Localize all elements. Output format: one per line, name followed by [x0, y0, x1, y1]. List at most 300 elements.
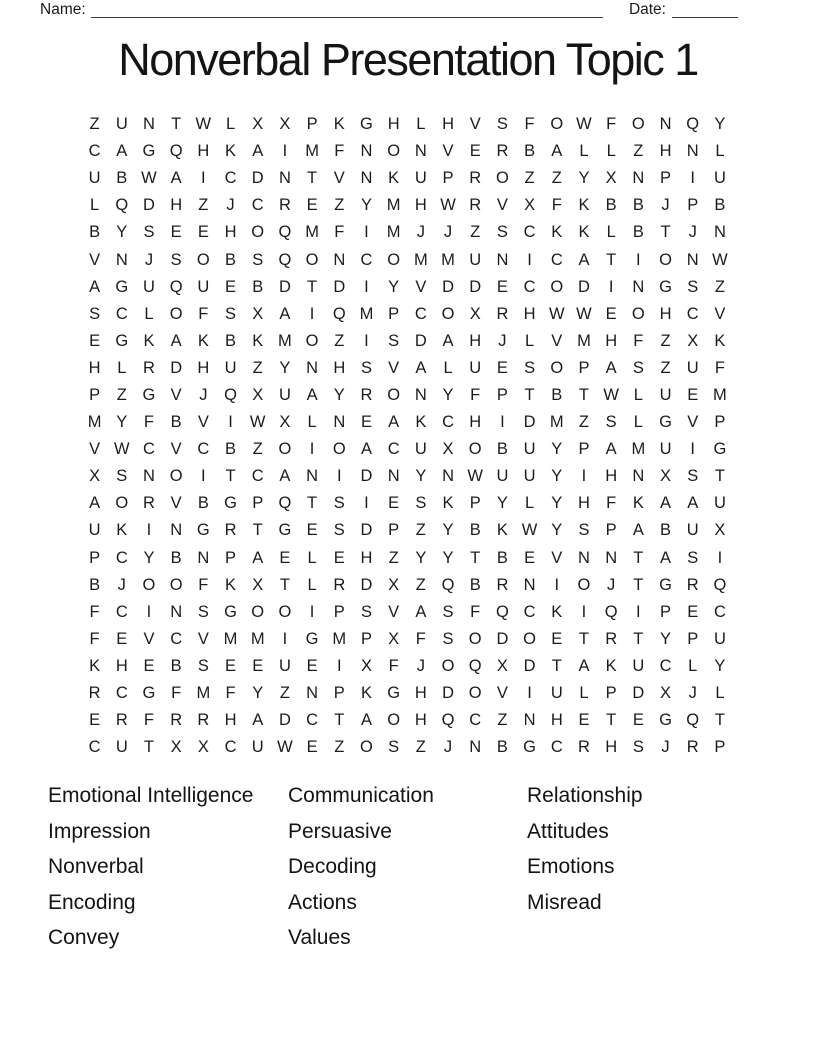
grid-letter: M: [577, 331, 591, 350]
grid-letter: D: [360, 575, 373, 594]
grid-letter: O: [196, 250, 210, 269]
grid-letter: P: [496, 385, 508, 404]
grid-letter: A: [252, 548, 264, 567]
grid-letter: H: [550, 711, 563, 730]
grid-letter: U: [278, 656, 291, 675]
grid-letter: E: [605, 304, 617, 323]
grid-letter: T: [606, 711, 617, 730]
grid-letter: X: [660, 467, 672, 486]
grid-letter: S: [687, 467, 699, 486]
grid-letter: C: [360, 250, 373, 269]
word-list-item: Emotional Intelligence: [48, 784, 254, 807]
grid-letter: B: [225, 440, 237, 459]
grid-letter: J: [416, 223, 425, 242]
grid-letter: E: [469, 142, 481, 161]
grid-letter: E: [225, 277, 237, 296]
grid-letter: L: [688, 656, 698, 675]
grid-letter: F: [334, 223, 345, 242]
grid-letter: T: [633, 548, 644, 567]
date-label: Date:: [628, 1, 666, 18]
grid-letter: F: [89, 602, 100, 621]
grid-letter: O: [631, 115, 645, 134]
grid-letter: L: [606, 223, 616, 242]
grid-letter: Y: [442, 385, 454, 404]
grid-letter: Y: [551, 440, 563, 459]
grid-letter: K: [197, 331, 209, 350]
grid-letter: Y: [578, 169, 590, 188]
grid-letter: I: [364, 223, 369, 242]
grid-letter: I: [201, 467, 206, 486]
grid-letter: M: [386, 196, 401, 215]
grid-letter: Y: [551, 521, 563, 540]
word-list-item: Relationship: [527, 784, 643, 807]
grid-letter: E: [632, 711, 644, 730]
grid-letter: E: [279, 548, 291, 567]
grid-letter: J: [144, 250, 154, 269]
grid-letter: W: [521, 521, 538, 540]
word-list-item: Communication: [288, 784, 434, 807]
grid-letter: W: [195, 115, 212, 134]
grid-letter: Q: [115, 196, 129, 215]
grid-letter: B: [225, 250, 237, 269]
grid-letter: X: [252, 385, 264, 404]
grid-letter: R: [197, 711, 210, 730]
grid-letter: B: [89, 575, 101, 594]
grid-letter: N: [387, 467, 400, 486]
grid-letter: G: [142, 142, 156, 161]
grid-letter: Z: [524, 169, 535, 188]
grid-letter: A: [89, 494, 101, 513]
grid-letter: F: [143, 413, 155, 432]
grid-letter: X: [524, 196, 536, 215]
grid-letter: F: [470, 385, 481, 404]
grid-letter: H: [523, 304, 536, 323]
grid-letter: P: [469, 494, 481, 513]
grid-letter: U: [713, 169, 726, 188]
grid-letter: X: [388, 629, 400, 648]
grid-letter: O: [387, 385, 401, 404]
grid-letter: S: [496, 223, 508, 242]
word-list: [48, 778, 643, 956]
grid-letter: R: [278, 196, 291, 215]
grid-letter: A: [252, 711, 264, 730]
grid-letter: Z: [497, 711, 508, 730]
grid-letter: O: [142, 575, 156, 594]
grid-letter: V: [333, 169, 345, 188]
grid-letter: T: [171, 115, 182, 134]
grid-letter: V: [170, 385, 182, 404]
grid-letter: B: [496, 548, 508, 567]
grid-letter: E: [496, 277, 508, 296]
grid-letter: V: [714, 304, 726, 323]
grid-letter: Z: [334, 331, 345, 350]
grid-letter: R: [686, 738, 699, 757]
grid-letter: E: [578, 711, 590, 730]
grid-letter: E: [306, 521, 318, 540]
grid-letter: O: [441, 304, 455, 323]
grid-letter: O: [305, 250, 319, 269]
grid-letter: V: [496, 196, 508, 215]
grid-letter: S: [116, 467, 128, 486]
name-blank-line: [91, 3, 603, 18]
grid-letter: D: [523, 656, 536, 675]
grid-letter: M: [549, 413, 564, 432]
grid-letter: I: [636, 250, 641, 269]
grid-letter: S: [632, 358, 644, 377]
grid-letter: L: [579, 684, 589, 703]
grid-letter: U: [632, 656, 645, 675]
grid-letter: I: [282, 629, 288, 648]
grid-letter: S: [388, 331, 400, 350]
grid-letter: Q: [169, 142, 183, 161]
grid-letter: O: [441, 656, 455, 675]
grid-letter: T: [334, 711, 345, 730]
grid-letter: H: [605, 738, 618, 757]
grid-letter: P: [687, 629, 699, 648]
grid-letter: N: [278, 169, 291, 188]
grid-letter: O: [550, 277, 564, 296]
grid-letter: R: [360, 385, 373, 404]
grid-letter: T: [578, 629, 590, 648]
grid-letter: G: [196, 521, 210, 540]
name-label: Name:: [40, 1, 86, 18]
grid-letter: F: [143, 711, 155, 730]
grid-letter: I: [309, 602, 315, 621]
grid-letter: A: [279, 304, 291, 323]
grid-letter: H: [170, 196, 183, 215]
grid-letter: O: [387, 250, 401, 269]
grid-letter: X: [605, 169, 617, 188]
grid-letter: C: [306, 711, 319, 730]
grid-letter: H: [224, 223, 237, 242]
grid-letter: N: [143, 115, 155, 134]
grid-letter: B: [605, 196, 617, 215]
grid-letter: P: [660, 169, 672, 188]
grid-letter: N: [360, 142, 373, 161]
grid-letter: I: [500, 413, 505, 432]
grid-letter: C: [550, 738, 563, 757]
grid-letter: L: [606, 142, 616, 161]
grid-letter: H: [469, 413, 482, 432]
grid-letter: E: [89, 331, 101, 350]
grid-letter: X: [442, 440, 454, 459]
grid-letter: C: [659, 656, 672, 675]
grid-letter: K: [143, 331, 155, 350]
grid-letter: A: [415, 602, 427, 621]
grid-letter: K: [442, 494, 454, 513]
word-list-item: Values: [288, 926, 351, 950]
grid-letter: G: [305, 629, 319, 648]
grid-letter: N: [578, 548, 590, 567]
grid-letter: Y: [360, 196, 372, 215]
grid-letter: P: [687, 196, 699, 215]
grid-letter: S: [333, 521, 345, 540]
grid-letter: A: [360, 440, 372, 459]
grid-letter: X: [279, 115, 291, 134]
grid-letter: O: [550, 358, 564, 377]
grid-letter: H: [605, 331, 618, 350]
header: [40, 1, 738, 19]
grid-letter: Y: [551, 467, 563, 486]
grid-letter: C: [523, 602, 536, 621]
grid-letter: I: [527, 250, 532, 269]
grid-letter: I: [527, 684, 532, 703]
grid-letter: E: [551, 629, 563, 648]
grid-letter: G: [142, 684, 156, 703]
grid-letter: W: [712, 250, 728, 269]
grid-letter: I: [228, 413, 233, 432]
grid-letter: N: [143, 467, 155, 486]
grid-letter: E: [170, 223, 182, 242]
grid-letter: S: [524, 358, 536, 377]
grid-letter: N: [469, 738, 482, 757]
grid-letter: I: [364, 331, 369, 350]
grid-letter: D: [170, 358, 183, 377]
grid-letter: R: [496, 575, 509, 594]
grid-letter: Q: [169, 277, 183, 296]
grid-letter: C: [197, 440, 210, 459]
grid-letter: H: [605, 467, 618, 486]
grid-letter: R: [115, 711, 128, 730]
grid-letter: D: [251, 169, 264, 188]
grid-letter: O: [387, 142, 401, 161]
grid-letter: C: [442, 413, 454, 432]
grid-letter: U: [88, 169, 101, 188]
grid-letter: Z: [578, 413, 590, 432]
grid-letter: U: [88, 521, 101, 540]
grid-letter: I: [309, 440, 315, 459]
grid-letter: A: [578, 656, 590, 675]
grid-letter: P: [225, 548, 237, 567]
grid-letter: O: [332, 440, 346, 459]
grid-letter: S: [687, 277, 699, 296]
grid-letter: G: [142, 385, 156, 404]
grid-letter: N: [306, 467, 319, 486]
grid-letter: E: [116, 629, 128, 648]
grid-letter: G: [224, 602, 237, 621]
word-list-column-1: [48, 778, 288, 956]
grid-letter: D: [143, 196, 155, 215]
grid-letter: F: [470, 602, 481, 621]
grid-letter: E: [524, 548, 536, 567]
grid-letter: I: [581, 467, 587, 486]
grid-letter: N: [333, 413, 346, 432]
grid-letter: K: [578, 196, 590, 215]
grid-letter: Q: [278, 223, 292, 242]
grid-letter: Z: [116, 385, 127, 404]
grid-letter: N: [632, 277, 645, 296]
grid-letter: N: [632, 169, 645, 188]
grid-letter: V: [551, 331, 563, 350]
grid-letter: K: [551, 223, 563, 242]
grid-letter: W: [249, 413, 266, 432]
grid-letter: F: [606, 494, 617, 513]
grid-letter: Q: [686, 711, 700, 730]
grid-letter: G: [523, 738, 537, 757]
grid-letter: O: [577, 575, 591, 594]
grid-letter: X: [279, 413, 291, 432]
grid-letter: P: [714, 413, 726, 432]
grid-letter: G: [115, 277, 129, 296]
grid-letter: O: [550, 115, 564, 134]
grid-letter: U: [251, 738, 264, 757]
grid-letter: X: [360, 656, 372, 675]
grid-letter: S: [170, 250, 182, 269]
word-list-item: Misread: [527, 890, 602, 914]
grid-letter: S: [197, 602, 209, 621]
grid-letter: U: [659, 385, 672, 404]
grid-letter: G: [387, 684, 401, 703]
grid-letter: B: [225, 331, 237, 350]
grid-letter: B: [170, 548, 182, 567]
grid-letter: W: [548, 304, 565, 323]
grid-letter: E: [496, 358, 508, 377]
grid-letter: X: [252, 304, 264, 323]
grid-letter: V: [143, 629, 155, 648]
grid-letter: A: [306, 385, 318, 404]
grid-letter: Y: [279, 358, 291, 377]
grid-letter: U: [197, 277, 210, 296]
grid-letter: U: [143, 277, 155, 296]
grid-letter: O: [115, 494, 129, 513]
grid-letter: A: [360, 711, 372, 730]
grid-letter: F: [524, 115, 535, 134]
grid-letter: Q: [332, 304, 346, 323]
grid-letter: S: [197, 656, 209, 675]
grid-letter: W: [141, 169, 157, 188]
grid-letter: X: [687, 331, 699, 350]
word-list-item: Decoding: [288, 855, 377, 879]
grid-letter: Z: [415, 738, 426, 757]
grid-letter: C: [251, 196, 264, 215]
grid-letter: F: [225, 684, 236, 703]
grid-letter: B: [116, 169, 128, 188]
grid-letter: Y: [442, 548, 454, 567]
grid-letter: U: [659, 440, 672, 459]
grid-letter: Q: [468, 656, 482, 675]
grid-letter: L: [307, 413, 317, 432]
date-blank-line: [672, 3, 738, 18]
grid-letter: K: [225, 575, 237, 594]
grid-letter: E: [89, 711, 101, 730]
grid-letter: A: [170, 331, 182, 350]
grid-letter: S: [225, 304, 237, 323]
grid-letter: Z: [470, 223, 481, 242]
grid-letter: N: [306, 358, 319, 377]
grid-letter: P: [252, 494, 264, 513]
grid-letter: U: [115, 738, 128, 757]
grid-letter: B: [496, 440, 508, 459]
grid-letter: M: [305, 142, 319, 161]
grid-letter: A: [89, 277, 101, 296]
grid-letter: D: [442, 277, 454, 296]
grid-letter: N: [360, 169, 373, 188]
grid-letter: T: [252, 521, 263, 540]
grid-letter: P: [660, 602, 672, 621]
grid-letter: D: [442, 684, 454, 703]
grid-letter: J: [117, 575, 126, 594]
grid-letter: Y: [442, 521, 454, 540]
grid-letter: N: [686, 142, 699, 161]
grid-letter: I: [146, 602, 152, 621]
grid-letter: P: [333, 684, 345, 703]
grid-letter: U: [523, 467, 536, 486]
grid-letter: G: [224, 494, 237, 513]
grid-letter: A: [170, 169, 182, 188]
grid-letter: C: [251, 467, 264, 486]
grid-letter: I: [581, 602, 587, 621]
grid-letter: M: [278, 331, 292, 350]
grid-letter: E: [687, 385, 699, 404]
grid-letter: N: [414, 142, 427, 161]
grid-letter: Z: [334, 738, 345, 757]
grid-letter: X: [252, 575, 264, 594]
grid-letter: X: [469, 304, 481, 323]
grid-letter: N: [496, 250, 509, 269]
grid-letter: Z: [633, 142, 644, 161]
grid-letter: I: [309, 304, 315, 323]
grid-letter: W: [603, 385, 619, 404]
grid-letter: G: [659, 277, 672, 296]
grid-letter: W: [576, 115, 592, 134]
grid-letter: V: [496, 684, 508, 703]
grid-letter: N: [197, 548, 210, 567]
grid-letter: Q: [686, 115, 700, 134]
grid-letter: K: [225, 142, 237, 161]
grid-letter: Z: [334, 196, 345, 215]
grid-letter: U: [713, 494, 726, 513]
grid-letter: V: [89, 250, 101, 269]
grid-letter: E: [306, 738, 318, 757]
grid-letter: L: [225, 115, 236, 134]
grid-letter: L: [307, 548, 317, 567]
grid-letter: Z: [198, 196, 209, 215]
grid-letter: L: [416, 115, 426, 134]
grid-letter: M: [305, 223, 319, 242]
grid-letter: F: [171, 684, 182, 703]
grid-letter: J: [443, 223, 453, 242]
grid-letter: S: [360, 358, 372, 377]
grid-letter: F: [714, 358, 725, 377]
grid-letter: T: [606, 250, 617, 269]
grid-letter: V: [388, 358, 400, 377]
grid-letter: H: [224, 711, 237, 730]
grid-letter: R: [333, 575, 346, 594]
grid-letter: A: [605, 440, 617, 459]
grid-letter: Z: [551, 169, 562, 188]
grid-letter: X: [714, 521, 726, 540]
grid-letter: M: [386, 223, 401, 242]
grid-letter: U: [469, 250, 482, 269]
grid-letter: U: [496, 467, 509, 486]
grid-letter: I: [690, 169, 696, 188]
word-list-item: Attitudes: [527, 819, 609, 843]
grid-letter: R: [170, 711, 183, 730]
grid-letter: V: [442, 142, 454, 161]
grid-letter: K: [252, 331, 264, 350]
grid-letter: Z: [89, 115, 100, 134]
grid-letter: K: [632, 494, 644, 513]
grid-letter: E: [687, 602, 699, 621]
grid-letter: J: [688, 223, 697, 242]
word-list-item: Actions: [288, 890, 357, 914]
grid-letter: E: [333, 548, 345, 567]
grid-letter: H: [360, 548, 373, 567]
grid-letter: Q: [495, 602, 509, 621]
grid-letter: C: [88, 142, 101, 161]
grid-letter: J: [498, 331, 507, 350]
grid-letter: I: [364, 277, 369, 296]
